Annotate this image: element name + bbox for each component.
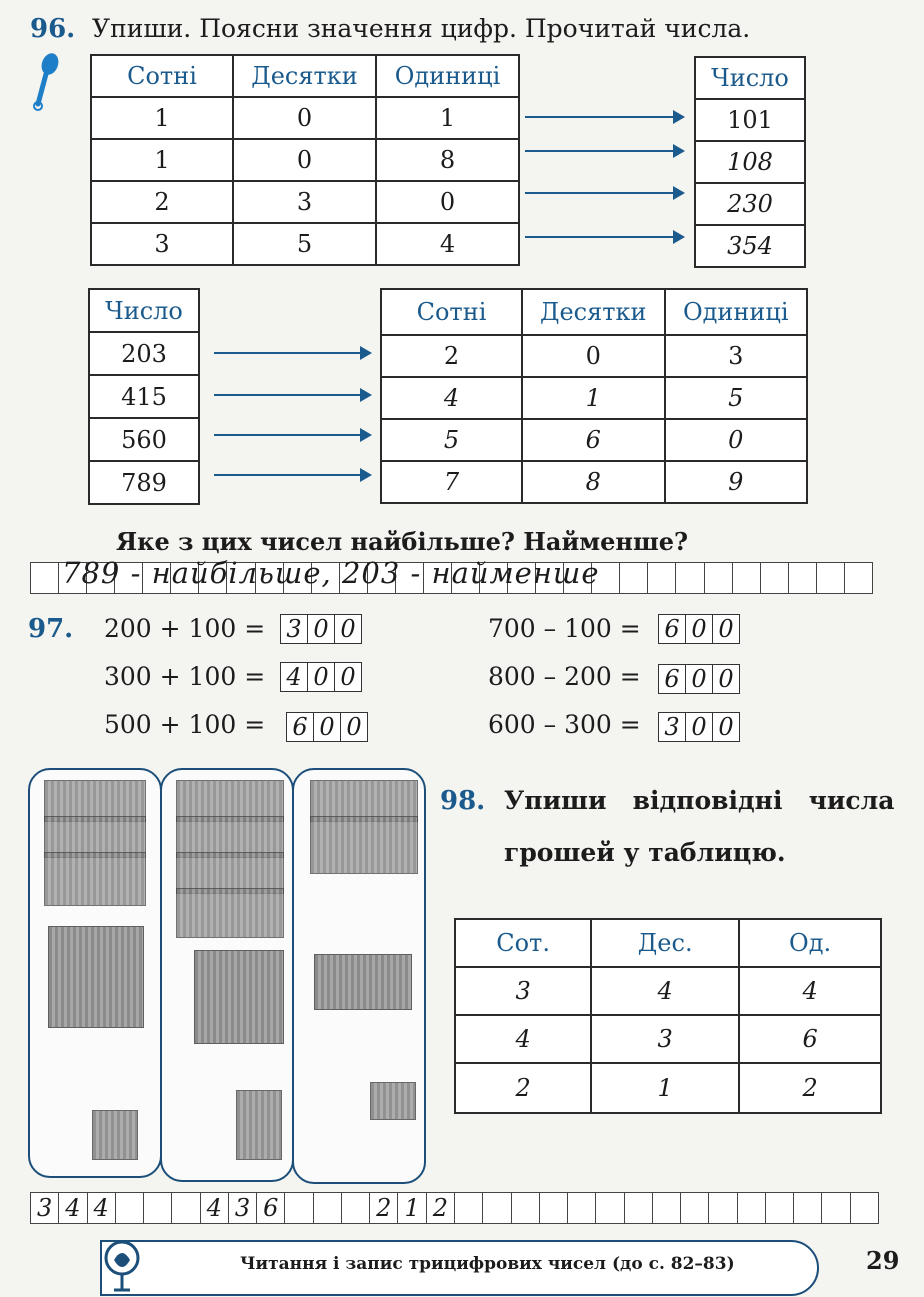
equation: 700 – 100 = (488, 614, 641, 643)
cell: 8 (522, 461, 665, 503)
cell: 0 (522, 335, 665, 377)
arrow (525, 192, 683, 194)
arrow (214, 434, 370, 436)
digit-box: 6 (287, 713, 314, 741)
cell: 2 (739, 1063, 881, 1113)
answer-handwriting: 789 - найбільше, 203 - найменше (62, 556, 600, 590)
number-table-2 (88, 288, 200, 505)
digit-box: 0 (718, 615, 734, 643)
cell: 1 (376, 97, 519, 139)
answer-boxes (658, 664, 740, 694)
cell: 7 (381, 461, 522, 503)
result-cell: 354 (695, 225, 805, 267)
banknote-100-image (176, 888, 284, 938)
cell: 1 (398, 1193, 426, 1223)
cell: 1 (591, 1063, 739, 1113)
cell: 4 (376, 223, 519, 265)
answer-boxes (286, 712, 368, 742)
cell: 3 (229, 1193, 257, 1223)
banknote-1-image (236, 1090, 282, 1160)
cell: 0 (233, 139, 376, 181)
answer-cells-line (30, 1192, 879, 1224)
equation: 500 + 100 = (104, 710, 266, 739)
cell: 4 (59, 1193, 87, 1223)
arrow (525, 116, 683, 118)
cell: 1 (522, 377, 665, 419)
cell: 0 (665, 419, 808, 461)
equation: 300 + 100 = (104, 662, 266, 691)
cell: 0 (376, 181, 519, 223)
money-table (454, 918, 882, 1114)
cell: 2 (370, 1193, 398, 1223)
microphone-icon (30, 52, 60, 112)
logo-icon (100, 1232, 150, 1294)
cell: 3 (91, 223, 233, 265)
exercise-97-number: 97. (28, 614, 74, 644)
result-cell: 230 (695, 183, 805, 225)
cell: 1 (91, 97, 233, 139)
cell: 2 (427, 1193, 455, 1223)
banknote-100-image (310, 816, 418, 874)
header-ones: Одиниці (665, 289, 808, 335)
cell: 8 (376, 139, 519, 181)
cell: 4 (455, 1015, 591, 1063)
arrow (525, 150, 683, 152)
header-tens: Десятки (522, 289, 665, 335)
question-text: Яке з цих чисел найбільше? Найменше? (116, 527, 689, 556)
digit-box: 0 (346, 713, 362, 741)
equation: 200 + 100 = (104, 614, 266, 643)
cell: 1 (91, 139, 233, 181)
banknote-1-image (370, 1082, 416, 1120)
exercise-98-number: 98. (440, 786, 486, 816)
exercise-98-instruction-line1: Упиши відповідні числа (504, 786, 895, 815)
page-number: 29 (866, 1246, 900, 1275)
digit-box: 0 (308, 615, 335, 643)
exercise-96-number: 96. (30, 14, 76, 44)
cell: 5 (381, 419, 522, 461)
cell: 3 (31, 1193, 59, 1223)
cell: 3 (665, 335, 808, 377)
digit-box: 0 (308, 663, 335, 691)
header-hundreds: Сотні (381, 289, 522, 335)
cell: 3 (591, 1015, 739, 1063)
exercise-96-instruction: Упиши. Поясни значення цифр. Прочитай числа. (92, 14, 751, 43)
cell: 2 (91, 181, 233, 223)
result-cell: 108 (695, 141, 805, 183)
result-table-1 (694, 56, 806, 268)
header-number: Число (695, 57, 805, 99)
header-hundreds-short: Сот. (455, 919, 591, 967)
cell: 4 (591, 967, 739, 1015)
digit-box: 0 (340, 615, 356, 643)
answer-boxes (658, 712, 740, 742)
number-cell: 415 (89, 375, 199, 418)
answer-boxes (280, 662, 362, 692)
digit-box: 4 (281, 663, 308, 691)
arrow (214, 352, 370, 354)
cell: 3 (455, 967, 591, 1015)
banknote-10-image (314, 954, 412, 1010)
digit-box: 0 (718, 713, 734, 741)
digit-box: 6 (659, 615, 686, 643)
digit-box: 3 (281, 615, 308, 643)
number-cell: 560 (89, 418, 199, 461)
header-hundreds: Сотні (91, 55, 233, 97)
banknote-10-image (194, 950, 284, 1044)
place-value-table-2 (380, 288, 808, 504)
arrow (525, 236, 683, 238)
cell: 6 (522, 419, 665, 461)
equation: 600 – 300 = (488, 710, 641, 739)
arrow (214, 394, 370, 396)
header-tens-short: Дес. (591, 919, 739, 967)
banknote-1-image (92, 1110, 138, 1160)
digit-box: 6 (659, 665, 686, 693)
digit-box: 0 (686, 713, 713, 741)
cell: 2 (381, 335, 522, 377)
number-cell: 789 (89, 461, 199, 504)
equation: 800 – 200 = (488, 662, 641, 691)
digit-box: 3 (659, 713, 686, 741)
digit-box: 0 (686, 615, 713, 643)
cell: 5 (233, 223, 376, 265)
result-cell: 101 (695, 99, 805, 141)
answer-boxes (658, 614, 740, 644)
cell: 4 (381, 377, 522, 419)
answer-boxes (280, 614, 362, 644)
arrow (214, 474, 370, 476)
header-tens: Десятки (233, 55, 376, 97)
cell: 0 (233, 97, 376, 139)
cell: 6 (257, 1193, 285, 1223)
banknote-100-image (44, 852, 146, 906)
digit-box: 0 (718, 665, 734, 693)
header-ones-short: Од. (739, 919, 881, 967)
header-ones: Одиниці (376, 55, 519, 97)
digit-box: 0 (340, 663, 356, 691)
banknote-10-image (48, 926, 144, 1028)
cell: 4 (88, 1193, 116, 1223)
cell: 2 (455, 1063, 591, 1113)
cell: 4 (201, 1193, 229, 1223)
footer-text: Читання і запис трицифрових чисел (до с. 82–83) (240, 1254, 735, 1274)
cell: 5 (665, 377, 808, 419)
cell: 3 (233, 181, 376, 223)
cell: 4 (739, 967, 881, 1015)
digit-box: 0 (314, 713, 341, 741)
number-cell: 203 (89, 332, 199, 375)
digit-box: 0 (686, 665, 713, 693)
place-value-table-1 (90, 54, 520, 266)
exercise-98-instruction-line2: грошей у таблицю. (504, 838, 786, 867)
header-number: Число (89, 289, 199, 332)
cell: 9 (665, 461, 808, 503)
cell: 6 (739, 1015, 881, 1063)
